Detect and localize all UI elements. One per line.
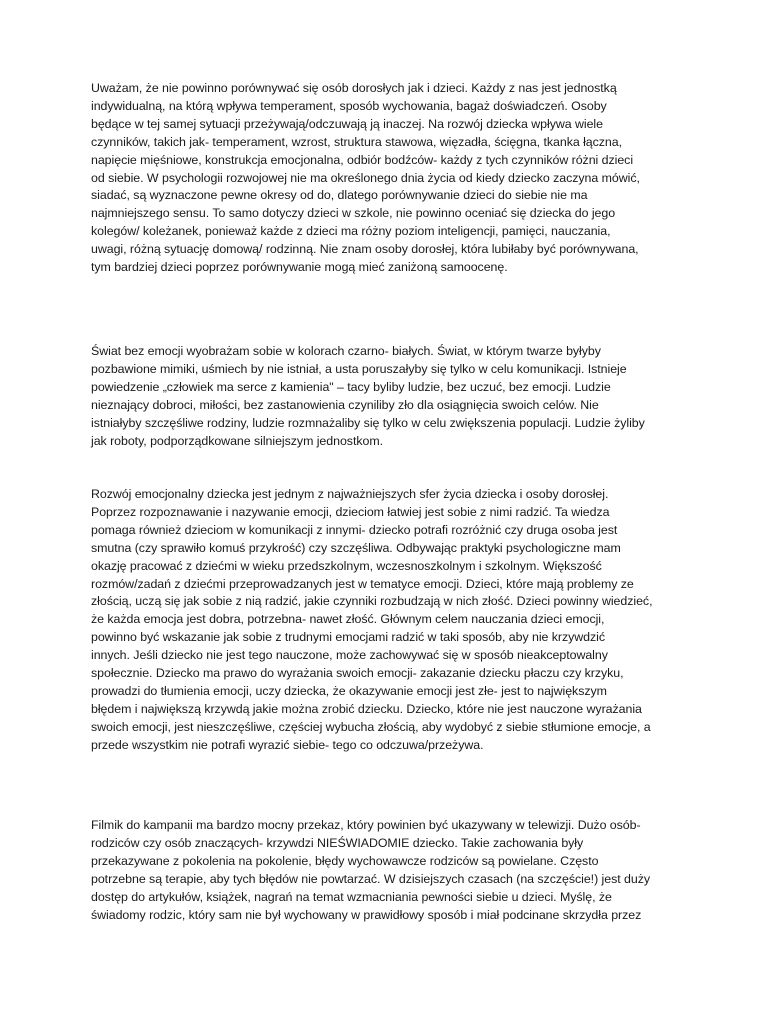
paragraph-campaign-video xyxy=(91,817,677,924)
text-line: rodziców czy osób znaczących- krzywdzi NIEŚWIADOMIE dziecko. Takie zachowania były xyxy=(91,835,584,850)
text-line: napięcie mięśniowe, konstrukcja emocjonalna, odbiór bodźców- każdy z tych czynników różni dzieci xyxy=(91,152,634,167)
text-line: potrzebne są terapie, aby tych błędów nie powtarzać. W dzisiejszych czasach (na szczęście!) jest duży xyxy=(91,871,650,886)
text-line: Świat bez emocji wyobrażam sobie w kolorach czarno- białych. Świat, w którym twarze byłyby xyxy=(91,344,601,358)
text-line: jak roboty, podporządkowane silniejszym jednostkom. xyxy=(91,433,383,448)
text-line: złością, uczą się jak sobie z nią radzić, jakie czynniki rozbudzają w nich złość. Dzieci powinny wiedzieć, xyxy=(91,594,653,609)
text-line: że każda emocja jest dobra, potrzebna- nawet złość. Głównym celem nauczania dzieci emocji, xyxy=(91,612,605,627)
paragraph-world-without-emotions xyxy=(91,343,677,450)
text-line: innych. Jeśli dziecko nie jest tego nauczone, może zachowywać się w sposób nieakceptowalny xyxy=(91,648,608,663)
text-line: najmniejszego sensu. To samo dotyczy dzieci w szkole, nie powinno oceniać się dziecka do jego xyxy=(91,206,616,221)
text-line: siadać, są wyznaczone pewne okresy od do, dlatego porównywanie dzieci do siebie nie ma xyxy=(91,188,588,203)
text-line: Uważam, że nie powinno porównywać się osób dorosłych jak i dzieci. Każdy z nas jest jednostką xyxy=(91,81,617,95)
text-line: Rozwój emocjonalny dziecka jest jednym z najważniejszych sfer życia dziecka i osoby dorosłej. xyxy=(91,487,609,501)
text-line: świadomy rodzic, który sam nie był wychowany w prawidłowy sposób i miał podcinane skrzydła przez xyxy=(91,907,642,922)
paragraph-emotional-development xyxy=(91,486,677,755)
text-line: błędem i największą krzywdą jakie można zrobić dziecku. Dziecko, które nie jest nauczone wyrażania xyxy=(91,701,642,716)
text-line: dostęp do artykułów, książek, nagrań na temat wzmacniania pewności siebie u dzieci. Myślę, że xyxy=(91,889,612,904)
text-line: czynników, takich jak- temperament, wzrost, struktura stawowa, więzadła, ścięgna, tkanka łączna, xyxy=(91,134,622,149)
text-line: prowadzi do tłumienia emocji, uczy dziecka, że okazywanie emocji jest złe- jest to największym xyxy=(91,683,607,698)
text-line: swoich emocji, jest nieszczęśliwe, częściej wybucha złością, aby wydobyć z siebie stłumione emocje, a xyxy=(91,719,651,734)
text-line: nieznający dobroci, miłości, bez zastanowienia czyniliby zło dla osiągnięcia swoich celów. Nie xyxy=(91,397,599,412)
text-line: od siebie. W psychologii rozwojowej nie ma określonego dnia życia od kiedy dziecko zaczyna mówić, xyxy=(91,170,640,185)
text-line: Filmik do kampanii ma bardzo mocny przekaz, który powinien być ukazywany w telewizji. Dużo osób- xyxy=(91,818,641,832)
text-line: uwagi, różną sytuację domową/ rodzinną. Nie znam osoby dorosłej, która lubiłaby być porównywana, xyxy=(91,242,639,257)
text-line: będące w tej samej sytuacji przeżywają/odczuwają ją inaczej. Na rozwój dziecka wpływa wiele xyxy=(91,116,603,131)
text-line: Poprzez rozpoznawanie i nazywanie emocji, dzieciom łatwiej jest sobie z nimi radzić. Ta wiedza xyxy=(91,504,610,519)
text-line: powiedzenie „człowiek ma serce z kamienia" – tacy byliby ludzie, bez uczuć, bez emocji. Ludzie xyxy=(91,379,611,394)
paragraph-comparison xyxy=(91,80,677,277)
text-line: okazję pracować z dziećmi w wieku przedszkolnym, wczesnoszkolnym i szkolnym. Większość xyxy=(91,558,602,573)
text-line: pozbawione mimiki, uśmiech by nie istniał, a usta poruszałyby się tylko w celu komunikacji. Istnieje xyxy=(91,361,627,376)
text-line: indywidualną, na którą wpływa temperament, sposób wychowania, bagaż doświadczeń. Osoby xyxy=(91,98,607,113)
text-line: pomaga również dzieciom w komunikacji z innymi- dziecko potrafi rozróżnić czy druga osoba jest xyxy=(91,522,618,537)
text-line: przede wszystkim nie potrafi wyrazić siebie- tego co odczuwa/przeżywa. xyxy=(91,737,484,752)
text-line: powinno być wskazanie jak sobie z trudnymi emocjami radzić w taki sposób, aby nie krzywdzić xyxy=(91,630,606,645)
text-line: smutna (czy sprawiło komuś przykrość) czy szczęśliwa. Odbywając praktyki psychologiczne mam xyxy=(91,540,621,555)
text-line: rozmów/zadań z dziećmi przeprowadzanych jest w tematyce emocji. Dzieci, które mają problemy ze xyxy=(91,576,634,591)
text-line: przekazywane z pokolenia na pokolenie, błędy wychowawcze rodziców są powielane. Często xyxy=(91,853,599,868)
text-line: społecznie. Dziecko ma prawo do wyrażania swoich emocji- zakazanie dziecku płaczu czy krzyku, xyxy=(91,666,624,681)
text-line: istniałyby szczęśliwe rodziny, ludzie rozmnażaliby się tylko w celu zwiększenia populacji. Ludzie żyliby xyxy=(91,415,645,430)
text-line: kolegów/ koleżanek, ponieważ każde z dzieci ma różny poziom inteligencji, pamięci, nauczania, xyxy=(91,224,611,239)
text-line: tym bardziej dzieci poprzez porównywanie mogą mieć zaniżoną samoocenę. xyxy=(91,260,508,275)
